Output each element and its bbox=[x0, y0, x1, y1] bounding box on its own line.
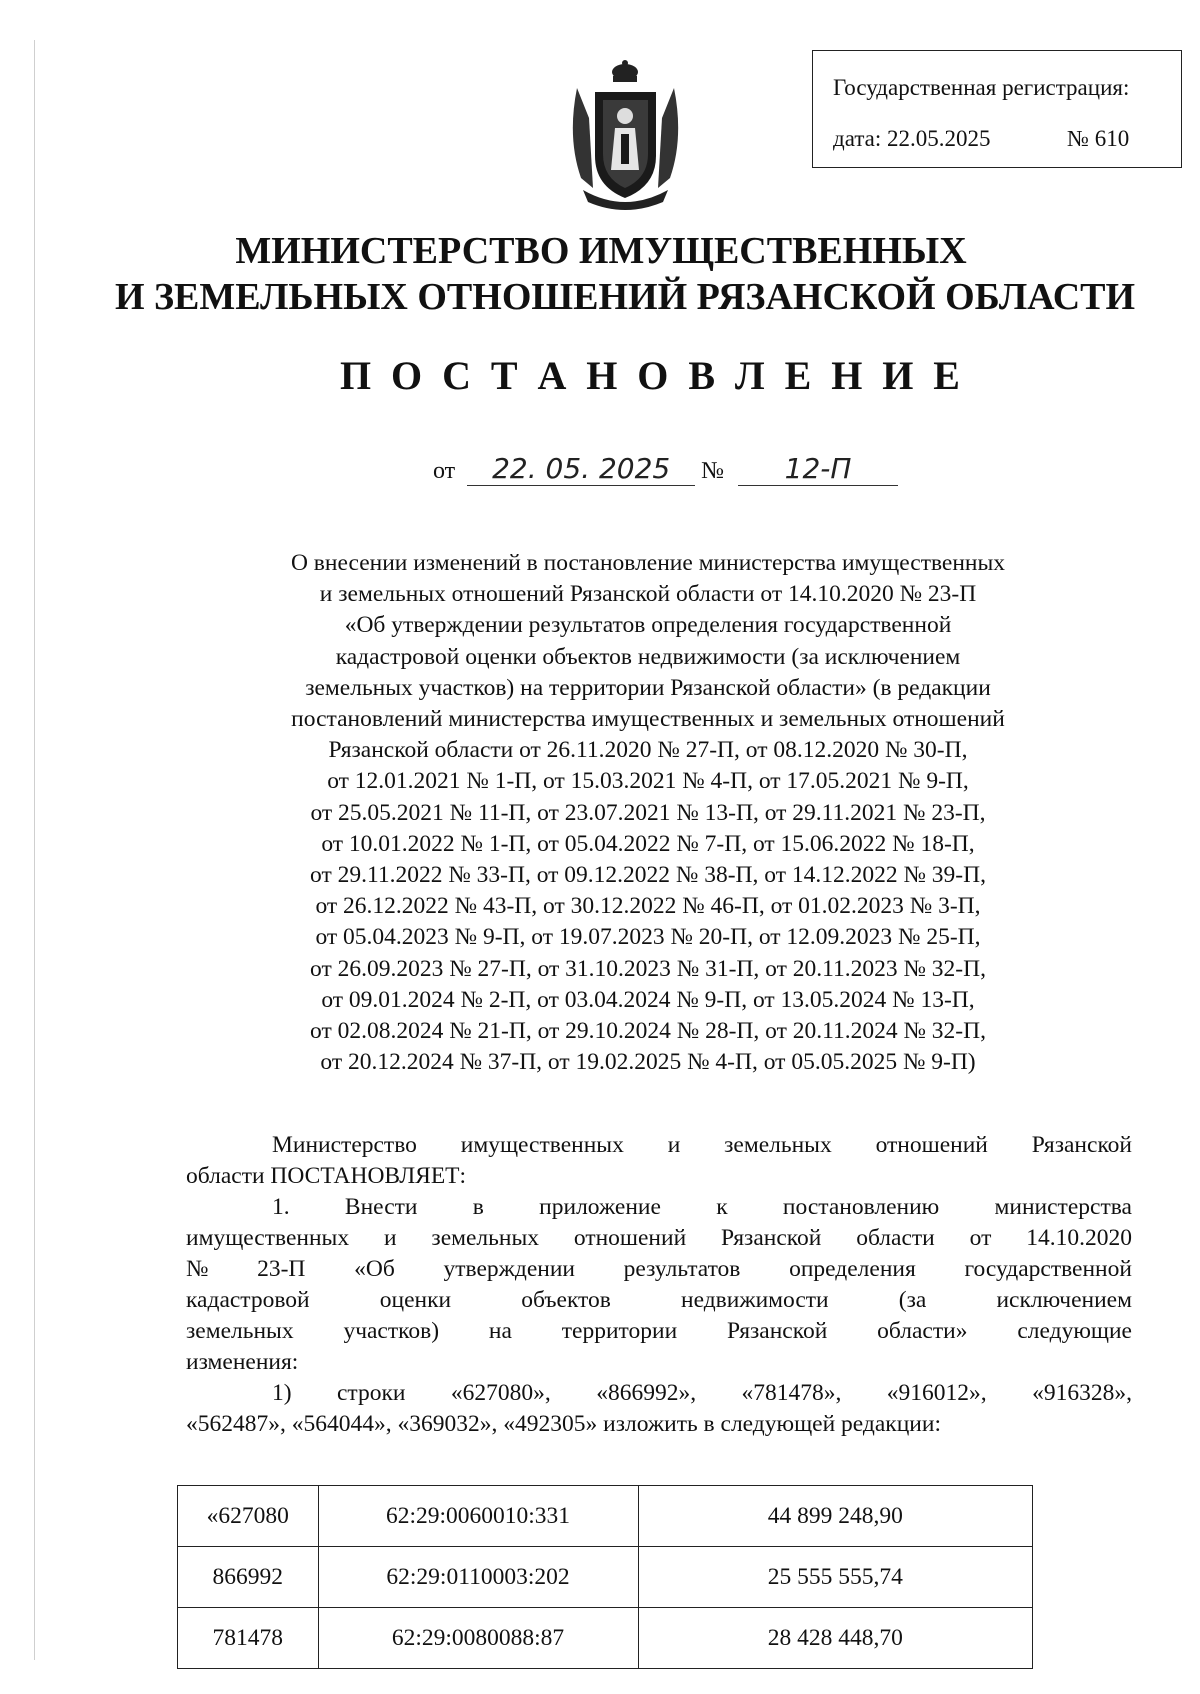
table-row bbox=[178, 1547, 1033, 1608]
subject-line: от 05.04.2023 № 9-П, от 19.07.2023 № 20-П, от 12.09.2023 № 25-П, bbox=[315, 924, 981, 951]
word: земельных bbox=[431, 1225, 539, 1251]
ministry-name bbox=[0, 228, 1200, 320]
word: отношений bbox=[875, 1132, 988, 1158]
word: Рязанской bbox=[721, 1225, 822, 1251]
body-line bbox=[186, 1254, 1132, 1285]
registration-label: Государственная регистрация: bbox=[833, 75, 1130, 100]
word: и bbox=[383, 1225, 397, 1251]
word: земельных bbox=[186, 1318, 294, 1344]
word: отношений bbox=[573, 1225, 687, 1251]
word: и bbox=[667, 1132, 681, 1158]
word: земельных bbox=[724, 1132, 832, 1158]
subject-line: от 26.12.2022 № 43-П, от 30.12.2022 № 46-П, от 01.02.2023 № 3-П, bbox=[315, 893, 981, 920]
word: территории bbox=[561, 1318, 678, 1344]
word: постановлению bbox=[782, 1194, 940, 1220]
state-registration-box bbox=[812, 50, 1182, 168]
subject-line: от 25.05.2021 № 11-П, от 23.07.2021 № 13-П, от 29.11.2021 № 23-П, bbox=[310, 799, 986, 826]
word: «866992», bbox=[596, 1380, 697, 1406]
registration-date: дата: 22.05.2025 bbox=[833, 126, 991, 151]
registration-number: № 610 bbox=[1067, 126, 1130, 151]
word: «627080», bbox=[450, 1380, 551, 1406]
ministry-line-2: И ЗЕМЕЛЬНЫХ ОТНОШЕНИЙ РЯЗАНСКОЙ ОБЛАСТИ bbox=[114, 276, 1136, 318]
word: имущественных bbox=[186, 1225, 350, 1251]
subject-line: от 12.01.2021 № 1-П, от 15.03.2021 № 4-П, от 17.05.2021 № 9-П, bbox=[327, 768, 969, 795]
word: № bbox=[186, 1256, 209, 1282]
cadastral-value-table bbox=[177, 1485, 1033, 1669]
word: на bbox=[488, 1318, 512, 1344]
word: оценки bbox=[379, 1287, 452, 1313]
ministry-line-1: МИНИСТЕРСТВО ИМУЩЕСТВЕННЫХ bbox=[235, 230, 967, 272]
word: Министерство bbox=[272, 1132, 417, 1158]
table-row bbox=[178, 1608, 1033, 1669]
ryazan-coat-of-arms-icon bbox=[563, 58, 688, 210]
from-label: от bbox=[433, 458, 456, 484]
word: 14.10.2020 bbox=[1026, 1225, 1132, 1251]
word: (за bbox=[898, 1287, 927, 1313]
word: утверждении bbox=[443, 1256, 575, 1282]
word: недвижимости bbox=[681, 1287, 829, 1313]
word: Рязанской bbox=[1031, 1132, 1132, 1158]
word: участков) bbox=[343, 1318, 440, 1344]
subject-line: от 29.11.2022 № 33-П, от 09.12.2022 № 38-П, от 14.12.2022 № 39-П, bbox=[310, 862, 986, 889]
body-line bbox=[186, 1192, 1132, 1223]
word: 1) bbox=[272, 1380, 292, 1406]
subject-line: и земельных отношений Рязанской области от 14.10.2020 № 23-П bbox=[319, 581, 977, 608]
word: следующие bbox=[1017, 1318, 1132, 1344]
word: Рязанской bbox=[727, 1318, 828, 1344]
word: строки bbox=[337, 1380, 406, 1406]
word: объектов bbox=[521, 1287, 611, 1313]
title-letter: А bbox=[537, 353, 567, 398]
document-type-title bbox=[340, 352, 960, 399]
cadastral-number-cell: 62:29:0080088:87 bbox=[318, 1608, 638, 1669]
title-letter: Н bbox=[831, 353, 863, 398]
row-id-cell: «627080 bbox=[178, 1486, 319, 1547]
resolution-date-number bbox=[433, 452, 898, 486]
cadastral-number-cell: 62:29:0060010:331 bbox=[318, 1486, 638, 1547]
handwritten-date: 22. 05. 2025 bbox=[467, 452, 695, 486]
title-letter: Л bbox=[734, 353, 765, 398]
word: «916328», bbox=[1032, 1380, 1132, 1406]
word: определения bbox=[789, 1256, 916, 1282]
subject-line: земельных участков) на территории Рязанской области» (в редакции bbox=[305, 674, 991, 701]
subject-line: постановлений министерства имущественных и земельных отношений bbox=[291, 706, 1005, 733]
subject-line: от 09.01.2024 № 2-П, от 03.04.2024 № 9-П, от 13.05.2024 № 13-П, bbox=[321, 986, 975, 1013]
resolution-body bbox=[186, 1130, 1132, 1440]
word: «916012», bbox=[886, 1380, 987, 1406]
word: от bbox=[969, 1225, 992, 1251]
word: к bbox=[716, 1194, 728, 1220]
title-letter: Т bbox=[490, 353, 518, 398]
subject-line: от 10.01.2022 № 1-П, от 05.04.2022 № 7-П, от 15.06.2022 № 18-П, bbox=[321, 830, 975, 857]
word: «781478», bbox=[741, 1380, 842, 1406]
body-line: «562487», «564044», «369032», «492305» изложить в следующей редакции: bbox=[186, 1411, 941, 1437]
subject-line: кадастровой оценки объектов недвижимости (за исключением bbox=[335, 643, 961, 670]
subject-line: О внесении изменений в постановление министерства имущественных bbox=[290, 550, 1006, 576]
word: приложение bbox=[539, 1194, 661, 1220]
body-line bbox=[186, 1316, 1132, 1347]
title-letter: Н bbox=[586, 353, 618, 398]
body-line bbox=[186, 1378, 1132, 1409]
cadastral-value-cell: 44 899 248,90 bbox=[638, 1486, 1033, 1547]
word: результатов bbox=[623, 1256, 741, 1282]
body-line bbox=[186, 1223, 1132, 1254]
row-id-cell: 866992 bbox=[178, 1547, 319, 1608]
word: кадастровой bbox=[186, 1287, 310, 1313]
body-line: изменения: bbox=[186, 1349, 299, 1375]
word: министерства bbox=[994, 1194, 1132, 1220]
word: «Об bbox=[354, 1256, 395, 1282]
resolution-subject bbox=[168, 548, 1128, 1078]
title-letter: Е bbox=[933, 353, 960, 398]
word: в bbox=[472, 1194, 484, 1220]
word: имущественных bbox=[460, 1132, 624, 1158]
title-letter: В bbox=[688, 353, 715, 398]
title-letter: С bbox=[442, 353, 471, 398]
word: исключением bbox=[996, 1287, 1132, 1313]
word: государственной bbox=[964, 1256, 1132, 1282]
subject-line: от 20.12.2024 № 37-П, от 19.02.2025 № 4-П, от 05.05.2025 № 9-П) bbox=[320, 1049, 976, 1076]
title-letter: О bbox=[637, 353, 669, 398]
word: области bbox=[856, 1225, 935, 1251]
body-line: области ПОСТАНОВЛЯЕТ: bbox=[186, 1163, 467, 1189]
word: Внести bbox=[344, 1194, 418, 1220]
subject-line: от 02.08.2024 № 21-П, от 29.10.2024 № 28-П, от 20.11.2024 № 32-П, bbox=[310, 1018, 986, 1045]
table-row bbox=[178, 1486, 1033, 1547]
title-letter: И bbox=[882, 353, 914, 398]
body-line bbox=[186, 1130, 1132, 1161]
row-id-cell: 781478 bbox=[178, 1608, 319, 1669]
subject-line: от 26.09.2023 № 27-П, от 31.10.2023 № 31-П, от 20.11.2023 № 32-П, bbox=[310, 955, 986, 982]
word: области» bbox=[877, 1318, 968, 1344]
cadastral-value-cell: 25 555 555,74 bbox=[638, 1547, 1033, 1608]
word: 1. bbox=[272, 1194, 290, 1220]
word: 23-П bbox=[257, 1256, 306, 1282]
title-letter: О bbox=[391, 353, 423, 398]
subject-line: «Об утверждении результатов определения государственной bbox=[344, 612, 952, 639]
subject-line: Рязанской области от 26.11.2020 № 27-П, от 08.12.2020 № 30-П, bbox=[328, 737, 968, 764]
cadastral-number-cell: 62:29:0110003:202 bbox=[318, 1547, 638, 1608]
title-letter: Е bbox=[784, 353, 812, 398]
number-label: № bbox=[701, 458, 725, 484]
handwritten-number: 12-П bbox=[738, 452, 898, 486]
body-line bbox=[186, 1285, 1132, 1316]
cadastral-value-cell: 28 428 448,70 bbox=[638, 1608, 1033, 1669]
title-letter: П bbox=[340, 353, 372, 398]
